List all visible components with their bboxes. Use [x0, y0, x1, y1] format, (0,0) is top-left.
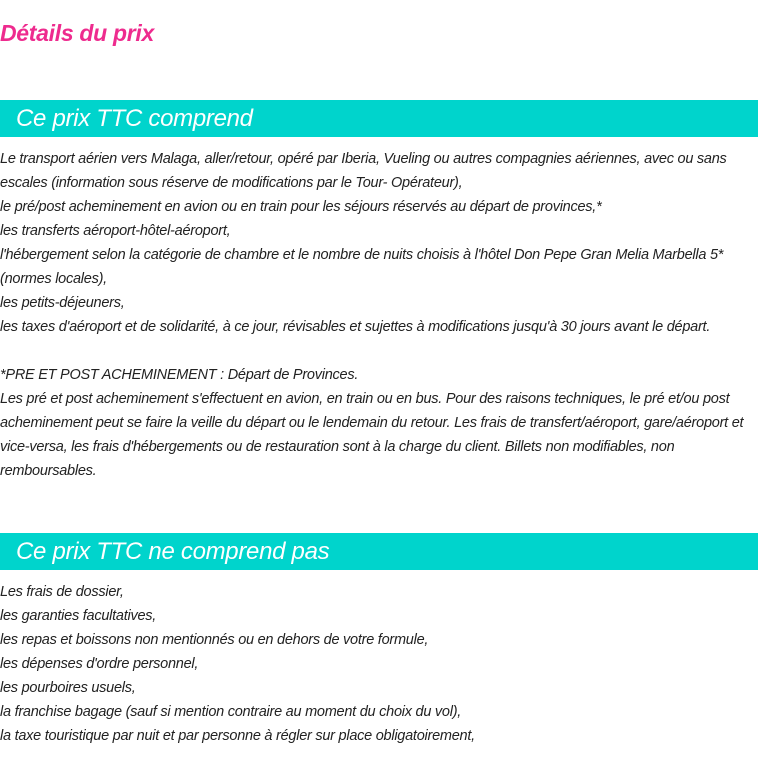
- list-item: l'hébergement selon la catégorie de chambre et le nombre de nuits choisis à l'hôtel Don Pepe Gran Melia Marbella 5* (normes locales),: [0, 247, 724, 287]
- note-text: Les pré et post acheminement s'effectuent en avion, en train ou en bus. Pour des raisons techniques, le pré et/ou post acheminement peut se faire la veille du départ ou le lendemain du retour. Les frais de transfert/aéroport, gare/aéroport et vice-versa, les frais d'hébergements ou de restauration sont à la charge du client. Billets non modifiables, non remboursables.: [0, 391, 744, 479]
- list-item: Les frais de dossier,: [0, 584, 124, 600]
- page-title: Détails du prix: [0, 20, 154, 46]
- list-item: les repas et boissons non mentionnés ou en dehors de votre formule,: [0, 632, 429, 648]
- list-item: le pré/post acheminement en avion ou en train pour les séjours réservés au départ de provinces,*: [0, 199, 602, 215]
- list-item: les petits-déjeuners,: [0, 295, 125, 311]
- includes-list: [0, 147, 756, 483]
- list-item: la franchise bagage (sauf si mention contraire au moment du choix du vol),: [0, 704, 462, 720]
- excludes-list: [0, 580, 756, 748]
- list-item: Le transport aérien vers Malaga, aller/retour, opéré par Iberia, Vueling ou autres compagnies aériennes, avec ou sans escales (information sous réserve de modifications par le Tour- Opérateur),: [0, 151, 727, 191]
- section-header-includes: Ce prix TTC comprend: [0, 100, 758, 137]
- spacer: [0, 339, 756, 363]
- list-item: les dépenses d'ordre personnel,: [0, 656, 199, 672]
- list-item: les garanties facultatives,: [0, 608, 157, 624]
- note-title: *PRE ET POST ACHEMINEMENT : Départ de Provinces.: [0, 367, 359, 383]
- list-item: les taxes d'aéroport et de solidarité, à ce jour, révisables et sujettes à modifications jusqu'à 30 jours avant le départ.: [0, 319, 711, 335]
- list-item: la taxe touristique par nuit et par personne à régler sur place obligatoirement,: [0, 728, 475, 744]
- section-header-excludes: Ce prix TTC ne comprend pas: [0, 533, 758, 570]
- list-item: les pourboires usuels,: [0, 680, 136, 696]
- list-item: les transferts aéroport-hôtel-aéroport,: [0, 223, 231, 239]
